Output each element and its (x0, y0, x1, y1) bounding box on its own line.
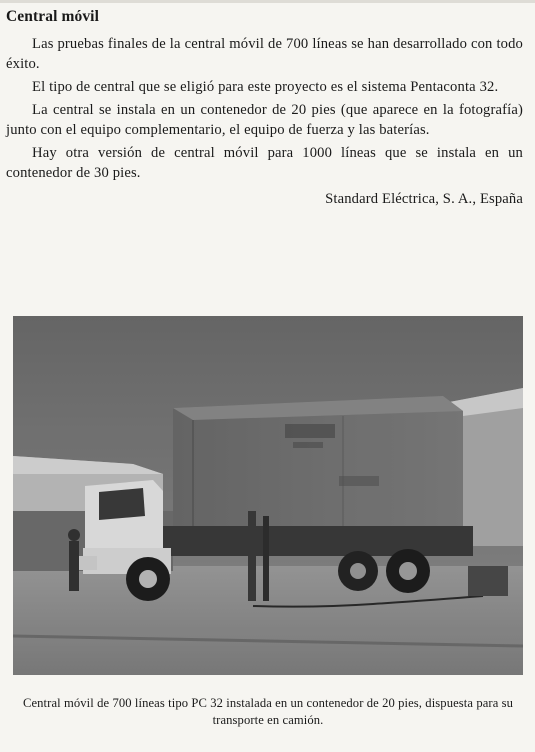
truck-with-container-photo (13, 316, 523, 675)
article-signature: Standard Eléctrica, S. A., España (325, 191, 523, 207)
article-paragraph-4: Hay otra versión de central móvil para 1000 líneas que se instala en un contenedor de 30 pies. (6, 145, 523, 181)
article-paragraph-3: La central se instala en un contenedor de 20 pies (que aparece en la fotografía) junto con el equipo complementario, el equipo de fuerza y las baterías. (6, 102, 523, 138)
article-paragraph-2: El tipo de central que se eligió para este proyecto es el sistema Pentaconta 32. (32, 79, 499, 95)
article (6, 8, 523, 208)
scan-edge (0, 0, 535, 3)
article-heading: Central móvil (6, 8, 99, 25)
article-paragraph-1: Las pruebas finales de la central móvil de 700 líneas se han desarrollado con todo éxito. (6, 36, 523, 72)
photo-caption: Central móvil de 700 líneas tipo PC 32 instalada en un contenedor de 20 pies, dispuesta para su transporte en camión. (22, 696, 514, 727)
